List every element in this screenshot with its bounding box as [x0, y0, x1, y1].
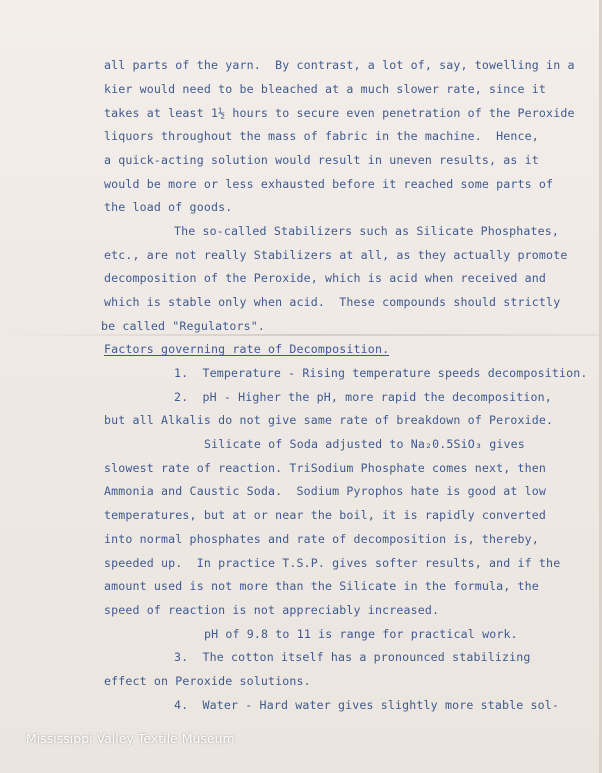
- text-line-28: 4. Water - Hard water gives slightly more stable sol-: [174, 698, 560, 712]
- section-heading: Factors governing rate of Decomposition.: [104, 342, 390, 356]
- text-line-14: 1. Temperature - Rising temperature speeds decomposition.: [174, 366, 588, 380]
- text-line-19: Ammonia and Caustic Soda. Sodium Pyrophos hate is good at low: [104, 484, 547, 498]
- text-line-21: into normal phosphates and rate of decomposition is, thereby,: [104, 532, 539, 546]
- text-line-6: would be more or less exhausted before it reached some parts of: [104, 177, 554, 191]
- text-line-27: effect on Peroxide solutions.: [104, 674, 311, 688]
- text-line-20: temperatures, but at or near the boil, it is rapidly converted: [104, 508, 547, 522]
- text-line-2: kier would need to be bleached at a much slower rate, since it: [104, 82, 547, 96]
- text-line-22: speeded up. In practice T.S.P. gives softer results, and if the: [104, 556, 561, 570]
- text-line-26: 3. The cotton itself has a pronounced stabilizing: [174, 650, 531, 664]
- text-line-7: the load of goods.: [104, 200, 233, 214]
- text-line-8: The so-called Stabilizers such as Silicate Phosphates,: [174, 224, 560, 238]
- text-line-25: pH of 9.8 to 11 is range for practical work.: [204, 627, 518, 641]
- text-line-3: takes at least 1½ hours to secure even penetration of the Peroxide: [104, 106, 575, 120]
- text-line-10: decomposition of the Peroxide, which is acid when received and: [104, 271, 547, 285]
- text-line-15: 2. pH - Higher the pH, more rapid the decomposition,: [174, 390, 552, 404]
- text-line-4: liquors throughout the mass of fabric in the machine. Hence,: [104, 129, 539, 143]
- museum-watermark: Mississippi Valley Textile Museum: [26, 731, 235, 746]
- text-line-24: speed of reaction is not appreciably increased.: [104, 603, 440, 617]
- text-line-5: a quick-acting solution would result in uneven results, as it: [104, 153, 539, 167]
- text-line-17: Silicate of Soda adjusted to Na₂0.5SiO₃ gives: [204, 437, 525, 451]
- text-line-18: slowest rate of reaction. TriSodium Phosphate comes next, then: [104, 461, 547, 475]
- text-line-9: etc., are not really Stabilizers at all, as they actually promote: [104, 248, 568, 262]
- paper-fold: [0, 334, 602, 336]
- text-line-16: but all Alkalis do not give same rate of breakdown of Peroxide.: [104, 413, 554, 427]
- text-line-11: which is stable only when acid. These compounds should strictly: [104, 295, 561, 309]
- text-line-23: amount used is not more than the Silicate in the formula, the: [104, 579, 539, 593]
- text-line-12: be called "Regulators".: [101, 319, 265, 333]
- text-line-1: all parts of the yarn. By contrast, a lot of, say, towelling in a: [104, 58, 575, 72]
